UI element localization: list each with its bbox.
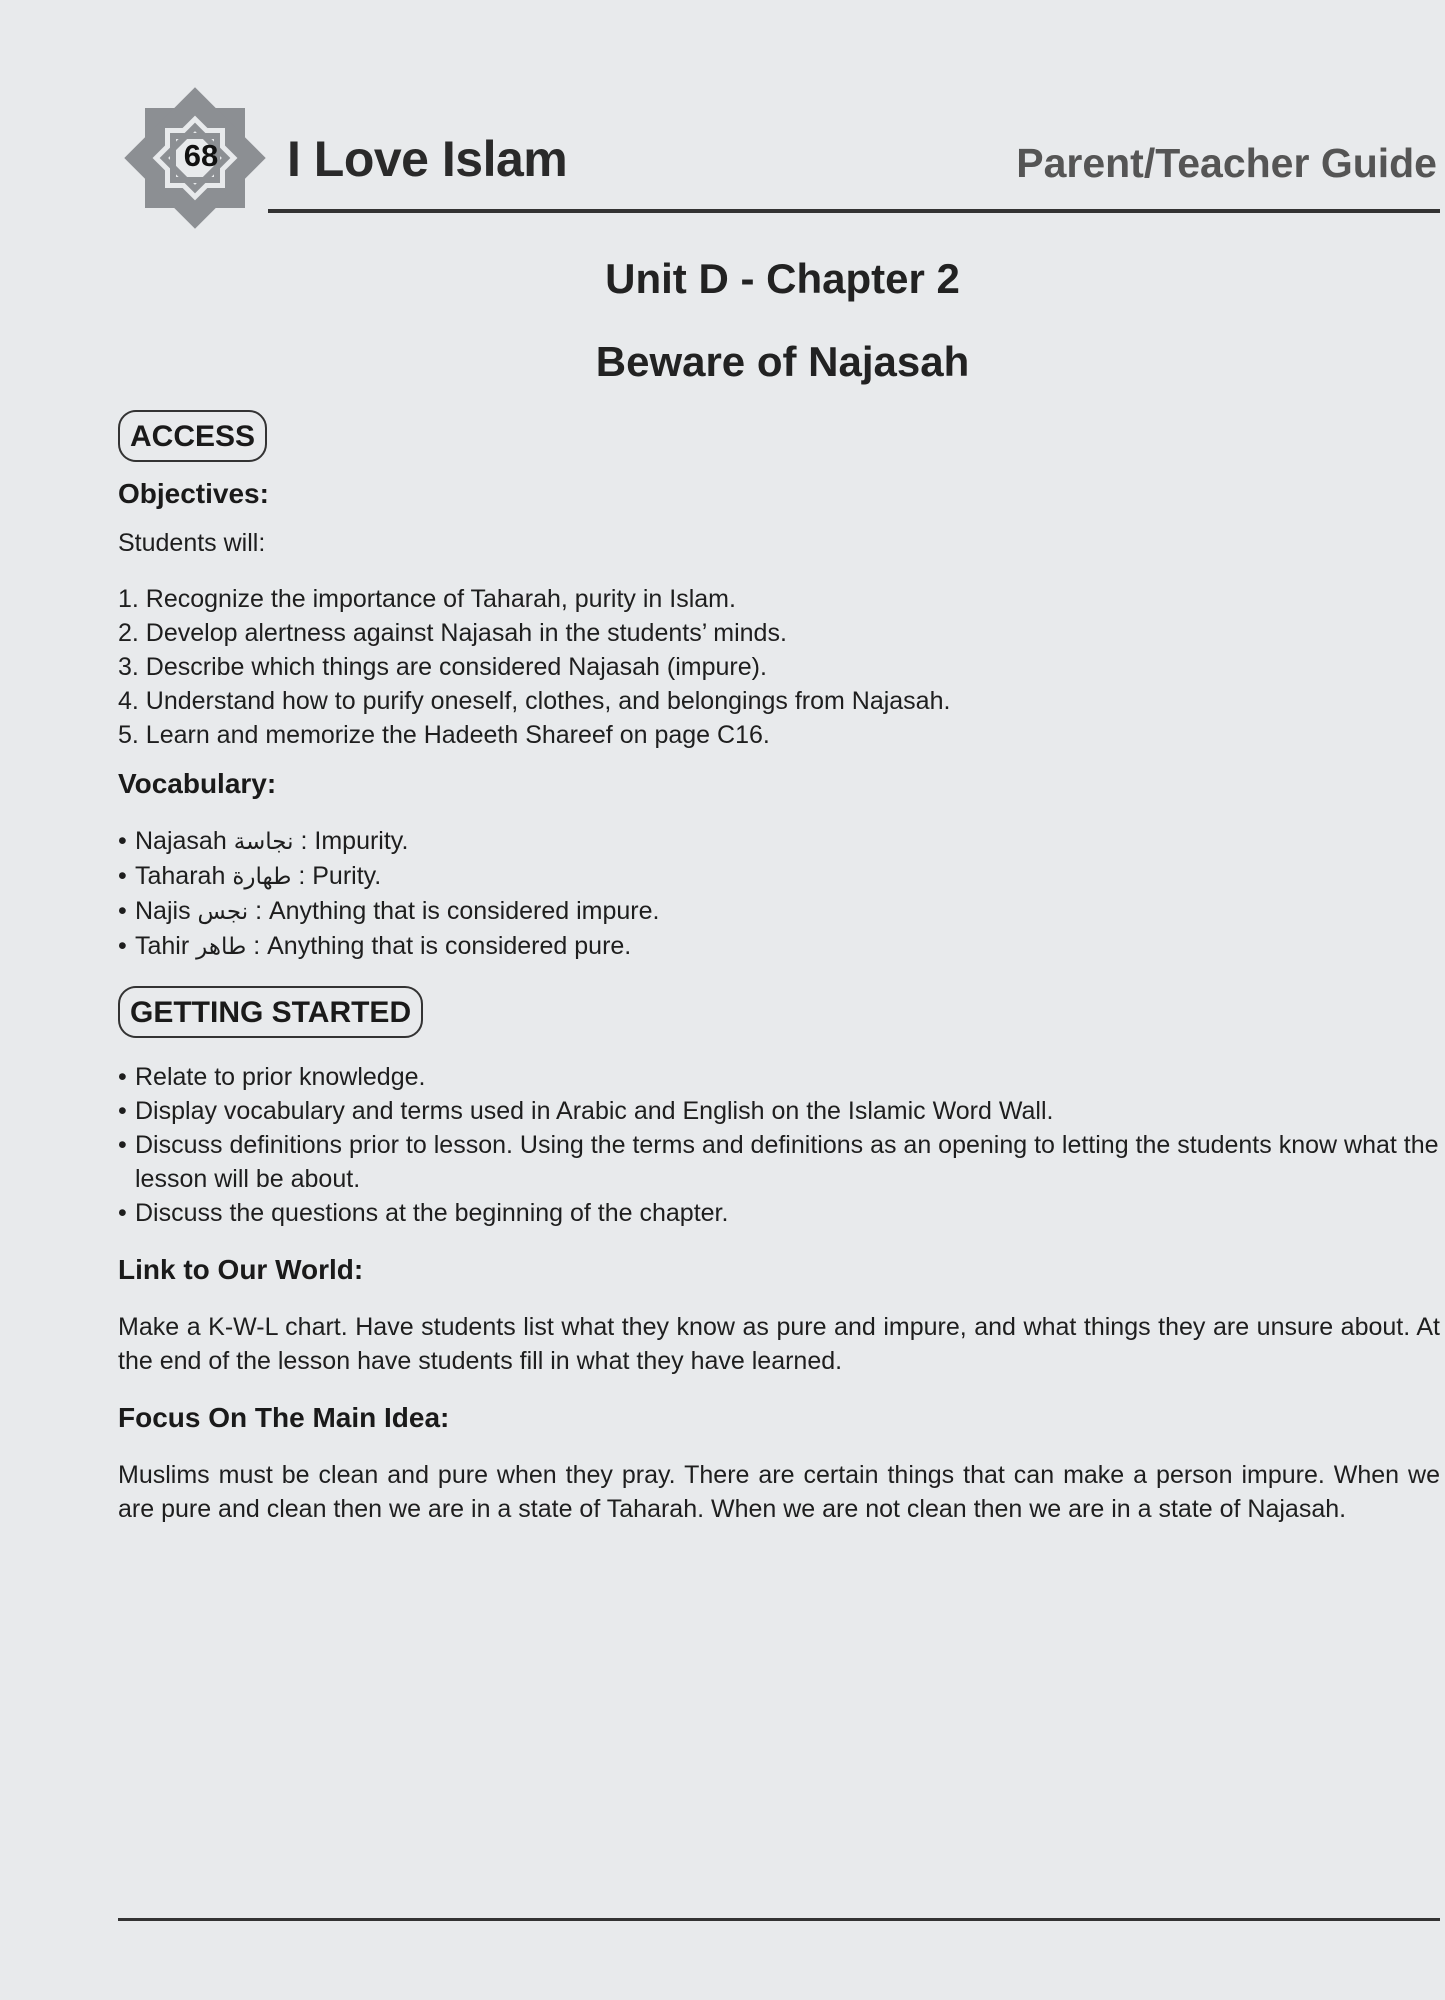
vocabulary-item	[118, 859, 1440, 894]
objective-item: 2. Develop alertness against Najasah in the students’ minds.	[118, 619, 787, 647]
getting-started-list	[118, 1060, 1440, 1230]
book-title: I Love Islam	[287, 131, 568, 187]
footer-divider	[118, 1918, 1440, 1921]
vocab-definition: : Impurity.	[300, 827, 409, 855]
vocab-term: Najis	[135, 897, 191, 925]
unit-title: Unit D - Chapter 2	[605, 255, 960, 302]
getting-started-item: • Discuss definitions prior to lesson. Using the terms and definitions as an opening to letting the students know what the lesson will be about.	[118, 1128, 1440, 1196]
main-idea-heading: Focus On The Main Idea:	[118, 1402, 450, 1433]
vocabulary-item	[118, 894, 1440, 929]
objective-item: 5. Learn and memorize the Hadeeth Shareef on page C16.	[118, 721, 770, 749]
vocab-definition: : Anything that is considered pure.	[253, 932, 632, 960]
main-idea-text: Muslims must be clean and pure when they pray. There are certain things that can make a person impure. When we are pure and clean then we are in a state of Taharah. When we are not clean then we are in a state of Najasah.	[118, 1461, 1440, 1523]
vocab-term: Taharah	[135, 862, 226, 890]
getting-started-item: • Display vocabulary and terms used in Arabic and English on the Islamic Word Wall.	[118, 1094, 1440, 1128]
getting-started-badge: GETTING STARTED	[118, 986, 423, 1038]
page-number: 68	[183, 138, 219, 173]
vocab-arabic: طهارة	[232, 864, 292, 890]
link-to-world-heading: Link to Our World:	[118, 1254, 364, 1285]
chapter-content	[118, 410, 1440, 1526]
objective-item: 1. Recognize the importance of Taharah, purity in Islam.	[118, 585, 736, 613]
vocabulary-item	[118, 824, 1440, 859]
vocab-definition: : Purity.	[298, 862, 382, 890]
vocab-arabic: نجاسة	[233, 829, 294, 855]
access-badge: ACCESS	[118, 410, 267, 462]
vocab-definition: : Anything that is considered impure.	[255, 897, 660, 925]
vocabulary-list	[118, 824, 1440, 964]
getting-started-item: • Relate to prior knowledge.	[118, 1060, 1440, 1094]
guide-title: Parent/Teacher Guide	[1016, 140, 1437, 186]
objective-item: 4. Understand how to purify oneself, clothes, and belongings from Najasah.	[118, 687, 951, 715]
link-to-world-text: Make a K-W-L chart. Have students list what they know as pure and impure, and what things they are unsure about. At the end of the lesson have students fill in what they have learned.	[118, 1313, 1440, 1375]
getting-started-item: • Discuss the questions at the beginning of the chapter.	[118, 1196, 1440, 1230]
header-divider	[268, 209, 1440, 213]
vocab-term: Najasah	[135, 827, 227, 855]
objectives-intro: Students will:	[118, 529, 266, 557]
objectives-list	[118, 582, 1440, 752]
objectives-heading: Objectives:	[118, 478, 269, 509]
vocabulary-item	[118, 929, 1440, 964]
vocab-arabic: طاهر	[196, 934, 247, 960]
vocabulary-heading: Vocabulary:	[118, 768, 277, 799]
chapter-title: Beware of Najasah	[595, 338, 970, 385]
objective-item: 3. Describe which things are considered Najasah (impure).	[118, 653, 767, 681]
vocab-arabic: نجس	[197, 899, 249, 925]
vocab-term: Tahir	[135, 932, 190, 960]
